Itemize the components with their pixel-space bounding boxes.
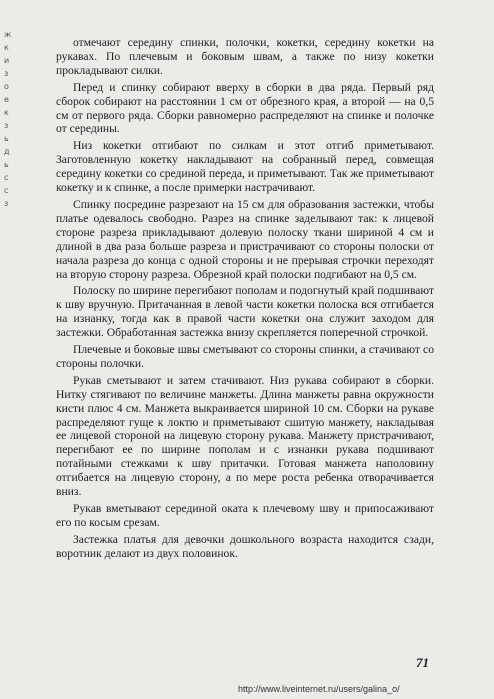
- margin-mark: з: [4, 199, 9, 208]
- margin-mark: ж: [4, 30, 12, 39]
- margin-mark: о: [4, 82, 9, 91]
- margin-marks: [4, 28, 18, 210]
- margin-mark: д: [4, 147, 10, 156]
- paragraph: Полоску по ширине перегибают пополам и подогнутый край подшивают к шву вручную. Притачанная в левой части кокетки полоска вся отгибается на изнанку, тогда как в правой части кокетки она служит заходом для застежки. Обработанная застежка внизу скрепляется поперечной строчкой.: [56, 284, 434, 340]
- margin-mark: ь: [4, 160, 9, 169]
- margin-mark: с: [4, 186, 9, 195]
- margin-mark: с: [4, 173, 9, 182]
- paragraph: Застежка платья для девочки дошкольного возраста находится сзади, воротник делают из двух половинок.: [56, 532, 434, 560]
- paragraph: Низ кокетки отгибают по силкам и этот отгиб приметывают. Заготовленную кокетку накладывают на собранный перед, совмещая середину кокетки со срединой переда, и приметывают. Так же приметывают кокетку и к спинке, а после примерки настрачивают.: [56, 139, 434, 195]
- margin-mark: ь: [4, 134, 9, 143]
- margin-mark: з: [4, 69, 9, 78]
- margin-mark: з: [4, 121, 9, 130]
- paragraph: Спинку посредине разрезают на 15 см для образования застежки, чтобы платье одевалось свободно. Разрез на спинке заделывают так: к лицевой стороне разреза прикладывают долевую полоску ткани шириной 4 см и длиной в два раза больше разреза и пристрачивают со стороны полоски от начала разреза до конца с одной стороны и не прерывая строчки переходят на вторую сторону разреза. Обрезной край полоски подгибают на 0,5 см.: [56, 197, 434, 281]
- paragraph: Рукав вметывают серединой оката к плечевому шву и припосаживают его по косым срезам.: [56, 502, 434, 529]
- page-number: 71: [416, 655, 429, 670]
- margin-mark: к: [4, 43, 9, 52]
- margin-mark: е: [4, 95, 9, 104]
- paragraph: Плечевые и боковые швы сметывают со стороны спинки, а стачивают со стороны полочки.: [56, 343, 434, 370]
- paragraph: Перед и спинку собирают вверху в сборки в два ряда. Первый ряд сборок собирают на расстоянии 1 см от обрезного края, а второй — на 0,5 см от первого ряда. Сборки равномерно распределяют на спинке и полочке от середины.: [56, 80, 434, 136]
- margin-mark: и: [4, 56, 10, 65]
- paragraph: Рукав сметывают и затем стачивают. Низ рукава собирают в сборки. Нитку стягивают по величине манжеты. Длина манжеты равна окружности кисти плюс 4 см. Манжета выкраивается шириной 10 см. Сборки на рукаве распределяют гуще к локтю и приметывают сшитую манжету, накладывая ее лицевой стороной на лицевую сторону рукава. Манжету пристрачивают, перегибают ее по ширине пополам и с изнанки рукава подшивают потайными стежками к шву притачки. Готовая манжета наполовину отгибается на лицевую сторону, а по мере роста ребенка отворачивается вниз.: [56, 373, 434, 499]
- paragraph: отмечают середину спинки, полочки, кокетки, середину кокетки на рукавах. По плечевым и боковым швам, а также по низу кокетки прокладывают силки.: [56, 36, 434, 77]
- margin-mark: к: [4, 108, 9, 117]
- body-text: [56, 36, 434, 564]
- watermark-url[interactable]: http://www.liveinternet.ru/users/galina_o/: [238, 684, 400, 694]
